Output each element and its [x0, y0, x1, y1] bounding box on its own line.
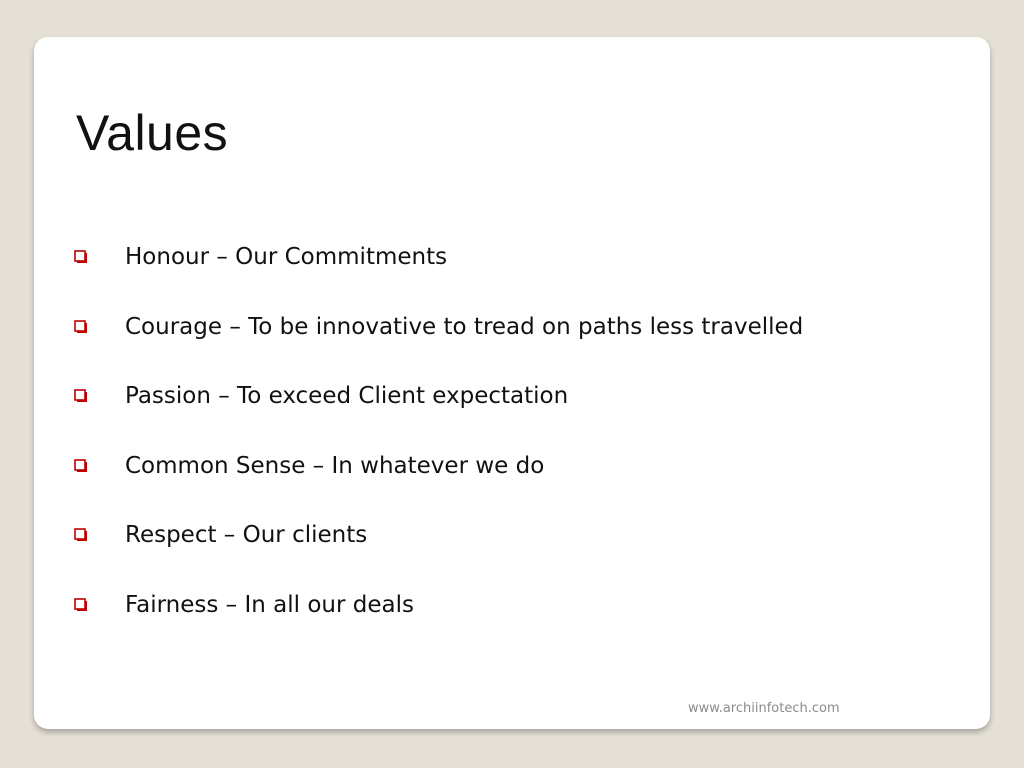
footer-url: www.archiinfotech.com — [688, 701, 840, 716]
list-item — [74, 376, 803, 446]
list-item-label: Passion – To exceed Client expectation — [125, 383, 569, 410]
list-item — [74, 515, 803, 585]
list-item-label: Courage – To be innovative to tread on paths less travelled — [125, 313, 804, 340]
hollow-square-shadow-icon — [74, 250, 87, 263]
list-item-label: Respect – Our clients — [125, 522, 368, 549]
list-item — [74, 446, 803, 516]
list-item-label: Honour – Our Commitments — [125, 244, 448, 270]
hollow-square-shadow-icon — [74, 528, 87, 541]
list-item — [74, 585, 803, 655]
hollow-square-shadow-icon — [74, 389, 87, 402]
slide-title: Values — [76, 105, 229, 161]
list-item-label: Common Sense – In whatever we do — [125, 452, 545, 479]
hollow-square-shadow-icon — [74, 598, 87, 611]
list-item — [74, 307, 803, 377]
values-list — [74, 237, 803, 655]
list-item — [74, 237, 803, 307]
hollow-square-shadow-icon — [74, 459, 87, 472]
list-item-label: Fairness – In all our deals — [125, 591, 414, 618]
hollow-square-shadow-icon — [74, 320, 87, 333]
slide-card — [34, 37, 990, 729]
